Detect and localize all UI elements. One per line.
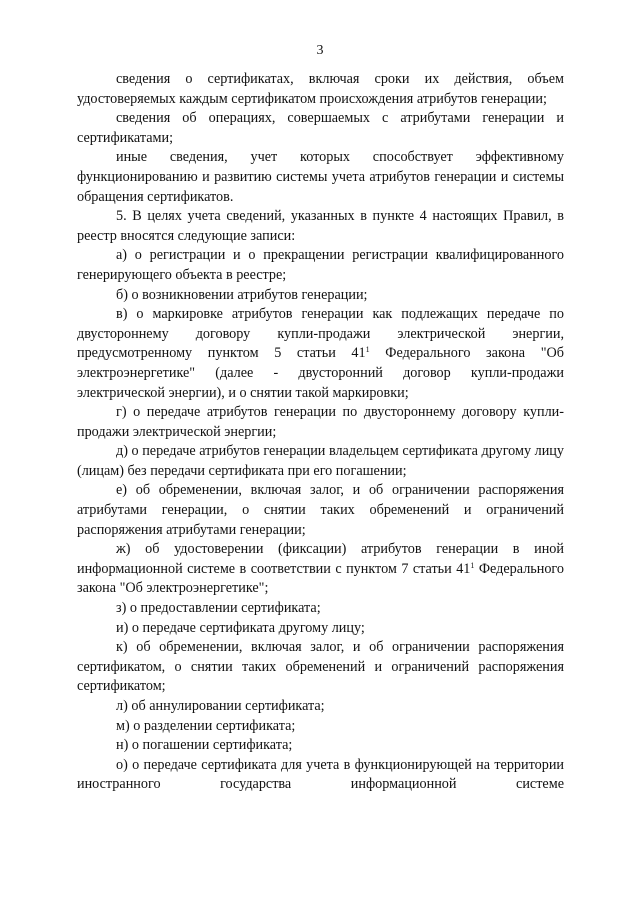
paragraph: иные сведения, учет которых способствует эффективному функционированию и развитию системы учета атрибутов генерации и системы обращения сертификатов.: [77, 149, 564, 205]
paragraph: [77, 540, 564, 599]
superscript: 1: [470, 560, 475, 570]
paragraph-text: Федерального закона "Об электроэнергетике";: [77, 560, 564, 597]
document-body: [77, 70, 564, 795]
paragraph: о) о передаче сертификата для учета в функционирующей на территории иностранного государства информационной системе: [77, 756, 564, 793]
paragraph: з) о предоставлении сертификата;: [116, 600, 321, 617]
paragraph: м) о разделении сертификата;: [116, 717, 296, 734]
paragraph-text: ж) об удостоверении (фиксации) атрибутов генерации в иной информационной системе в соответствии с пунктом 7 статьи 41: [77, 541, 564, 577]
paragraph: д) о передаче атрибутов генерации владельцем сертификата другому лицу (лицам) без передачи сертификата при его погашении;: [77, 443, 564, 479]
paragraph: сведения о сертификатах, включая сроки их действия, объем удостоверяемых каждым сертификатом происхождения атрибутов генерации;: [77, 71, 564, 107]
paragraph: к) об обременении, включая залог, и об ограничении распоряжения сертификатом, о снятии таких обременений и ограничений распоряжения сертификатом;: [77, 639, 564, 695]
paragraph: г) о передаче атрибутов генерации по двустороннему договору купли-продажи электрической энергии;: [77, 404, 564, 440]
paragraph: а) о регистрации и о прекращении регистрации квалифицированного генерирующего объекта в реестре;: [77, 247, 564, 283]
paragraph: и) о передаче сертификата другому лицу;: [116, 619, 365, 636]
paragraph: л) об аннулировании сертификата;: [116, 698, 325, 714]
paragraph: н) о погашении сертификата;: [116, 737, 293, 754]
paragraph: [77, 305, 564, 403]
paragraph-text: Федерального закона "Об электроэнергетике" (далее - двусторонний договор купли-продажи электрической энергии), и о снятии такой маркировки;: [77, 345, 564, 401]
paragraph: сведения об операциях, совершаемых с атрибутами генерации и сертификатами;: [77, 110, 564, 146]
superscript: 1: [365, 345, 370, 355]
paragraph: е) об обременении, включая залог, и об ограничении распоряжения атрибутами генерации, о снятии таких обременений и ограничений распоряжения атрибутами генерации;: [77, 482, 564, 538]
paragraph-text: в) о маркировке атрибутов генерации как подлежащих передаче по двустороннему договору купли-продажи электрической энергии, предусмотренному пунктом 5 статьи 41: [77, 306, 564, 362]
paragraph: 5. В целях учета сведений, указанных в пункте 4 настоящих Правил, в реестр вносятся следующие записи:: [77, 208, 564, 244]
paragraph: б) о возникновении атрибутов генерации;: [116, 286, 368, 303]
page-number: 3: [316, 43, 324, 58]
